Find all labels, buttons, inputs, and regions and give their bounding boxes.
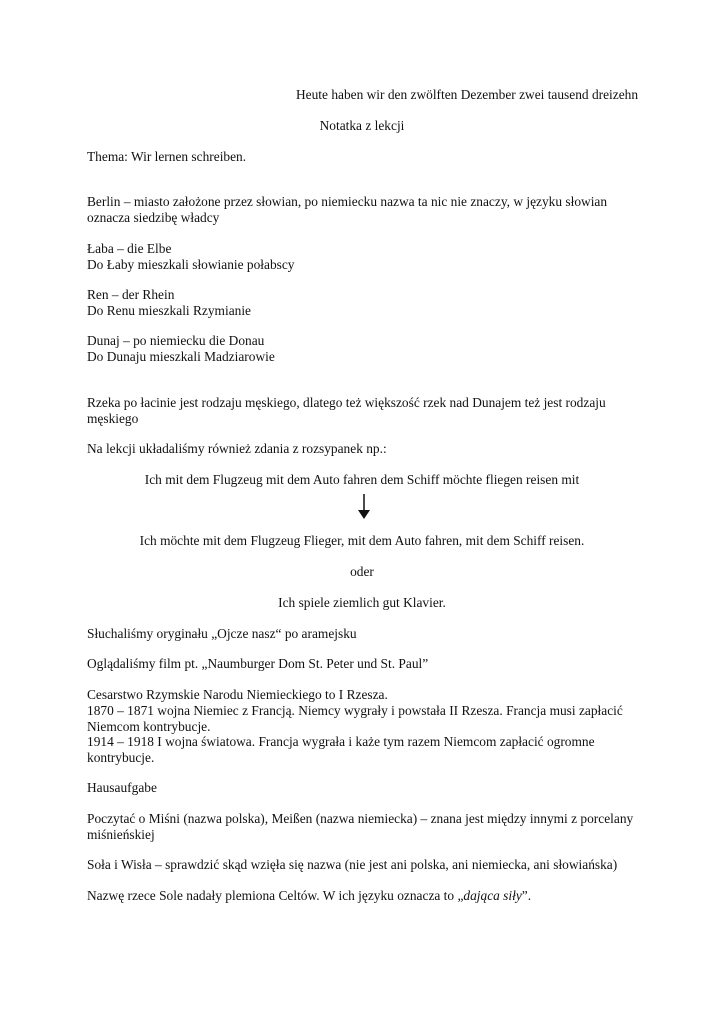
ren-line-1: Ren – der Rhein <box>87 287 175 302</box>
rzesza-line-5: kontrybucje. <box>87 750 155 765</box>
rzesza-line-2: 1870 – 1871 wojna Niemiec z Francją. Niemcy wygrały i powstała II Rzesza. Francja musi zapłacić <box>87 703 623 718</box>
berlin-line-1: Berlin – miasto założone przez słowian, po niemiecku nazwa ta nic nie znaczy, w języku słowian <box>87 194 608 209</box>
berlin-line-2: oznacza siedzibę władcy <box>87 210 220 225</box>
rzesza-line-1: Cesarstwo Rzymskie Narodu Niemieckiego to I Rzesza. <box>87 687 388 702</box>
laba-line-2: Do Łaby mieszkali słowianie połabscy <box>87 257 295 272</box>
arrow-down-icon <box>357 494 371 520</box>
film-line: Oglądaliśmy film pt. „Naumburger Dom St. Peter und St. Paul” <box>87 656 429 671</box>
misnia-line-2: miśnieńskiej <box>87 827 155 842</box>
dunaj-line-2: Do Dunaju mieszkali Madziarowie <box>87 349 275 364</box>
laba-line-1: Łaba – die Elbe <box>87 241 172 256</box>
celtowie-prefix: Nazwę rzece Sole nadały plemiona Celtów. W ich języku oznacza to „ <box>87 888 464 903</box>
ojcze-line: Słuchaliśmy oryginału „Ojcze nasz“ po aramejsku <box>87 626 357 641</box>
ren-line-2: Do Renu mieszkali Rzymianie <box>87 303 251 318</box>
dunaj-line-1: Dunaj – po niemiecku die Donau <box>87 333 265 348</box>
misnia-line-1: Poczytać o Miśni (nazwa polska), Meißen (nazwa niemiecka) – znana jest między innymi z porcelany <box>87 811 634 826</box>
rzesza-line-4: 1914 – 1918 I wojna światowa. Francja wygrała i każe tym razem Niemcom zapłacić ogromne <box>87 734 595 749</box>
topic-line: Thema: Wir lernen schreiben. <box>87 149 247 164</box>
page-title: Notatka z lekcji <box>319 118 405 133</box>
rzesza-line-3: Niemcom kontrybucje. <box>87 719 211 734</box>
scrambled-sentence: Ich mit dem Flugzeug mit dem Auto fahren dem Schiff möchte fliegen reisen mit <box>144 472 580 487</box>
rzeka-line-2: męskiego <box>87 411 139 426</box>
celtowie-suffix: ”. <box>521 888 532 903</box>
lekcja-line: Na lekcji układaliśmy również zdania z rozsypanek np.: <box>87 441 387 456</box>
celtowie-line <box>87 888 531 904</box>
klavier-sentence: Ich spiele ziemlich gut Klavier. <box>278 595 446 610</box>
celtowie-italic: dająca siły <box>463 888 522 903</box>
arranged-sentence: Ich möchte mit dem Flugzeug Flieger, mit dem Auto fahren, mit dem Schiff reisen. <box>139 533 585 548</box>
rzeka-line-1: Rzeka po łacinie jest rodzaju męskiego, dlatego też większość rzek nad Dunajem też jest rodzaju <box>87 395 606 410</box>
date-line: Heute haben wir den zwölften Dezember zwei tausend dreizehn <box>296 87 639 102</box>
sola-line: Soła i Wisła – sprawdzić skąd wzięła się nazwa (nie jest ani polska, ani niemiecka, ani słowiańska) <box>87 857 618 872</box>
homework-label: Hausaufgabe <box>87 780 157 795</box>
oder-line: oder <box>350 564 374 579</box>
